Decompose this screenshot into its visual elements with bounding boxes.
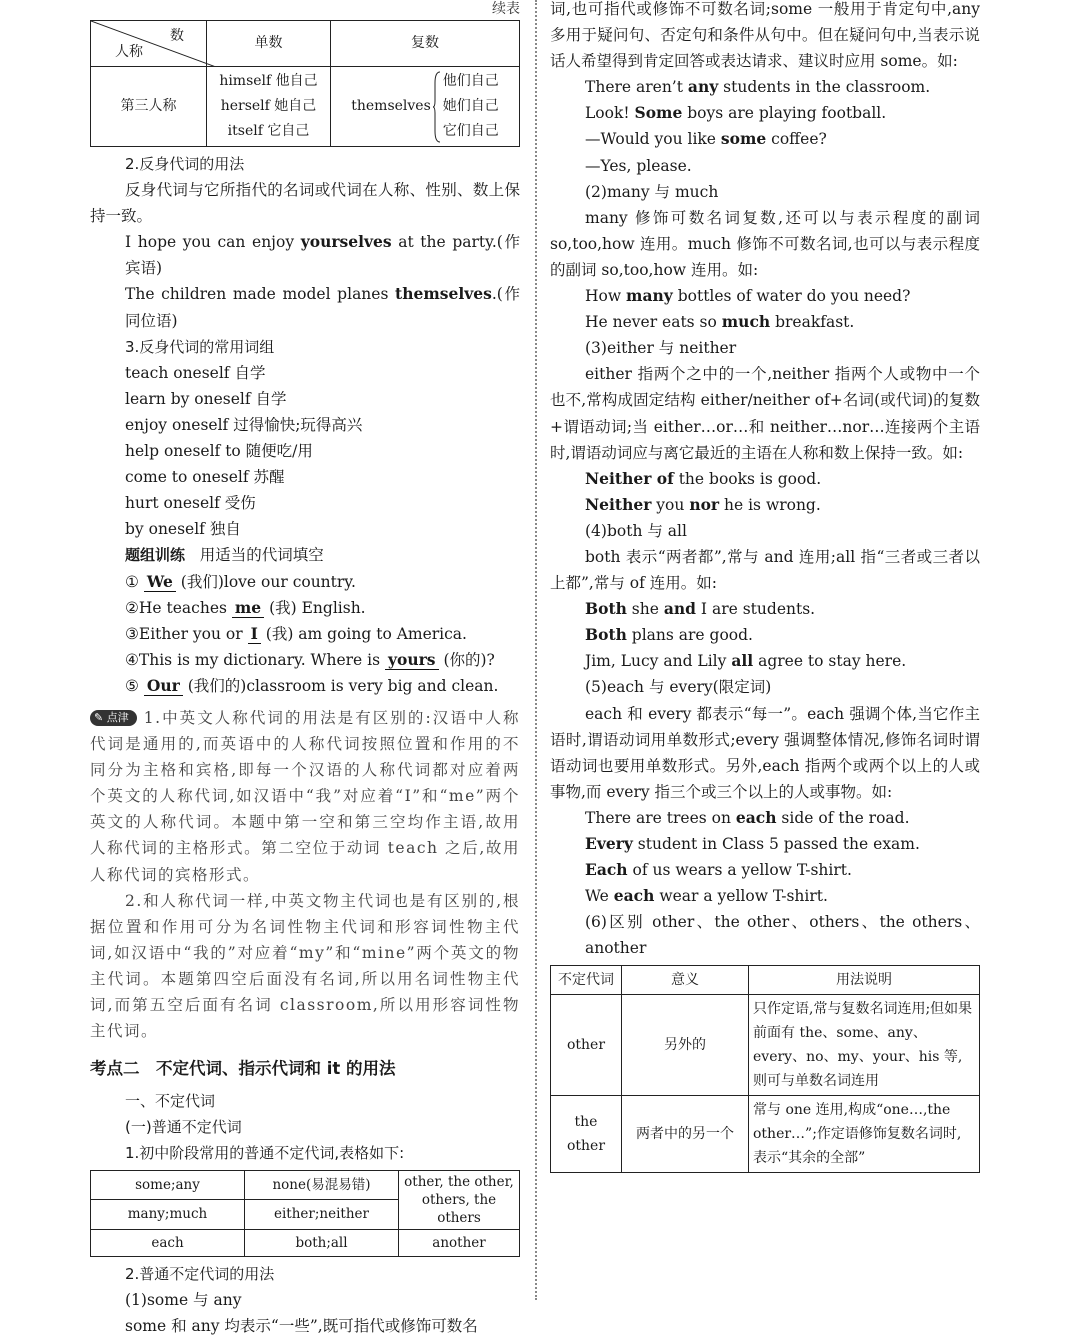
drill-item: ②He teaches me (我) English. — [125, 597, 366, 617]
table-header: 用法说明 — [749, 966, 980, 995]
brace-icon — [433, 71, 441, 143]
table-cell: each — [91, 1229, 245, 1256]
table-cell: the other — [551, 1096, 622, 1173]
table-intro: 1.初中阶段常用的普通不定代词,表格如下: — [125, 1144, 405, 1163]
example-sentence: There aren’t any students in the classroom. — [585, 77, 931, 97]
sub-title: (6)区别 other、the other、others、the others、another — [585, 913, 980, 958]
example-sentence: Every student in Class 5 passed the exam. — [585, 834, 920, 853]
example-sentence: Look! Some boys are playing football. — [585, 103, 887, 123]
table-cell: 只作定语,常与复数名词连用;但如果前面有 the、some、any、every、no、my、your、his 等,则可与单数名词连用 — [749, 995, 980, 1096]
example-sentence: The children made model planes themselves.(作同位语) — [125, 284, 520, 330]
table-cell: other, the other, others, the others — [399, 1170, 520, 1229]
table-cell: another — [399, 1229, 520, 1256]
phrase-item: learn by oneself 自学 — [125, 389, 287, 408]
phrase-item: by oneself 独自 — [125, 520, 241, 539]
left-column — [90, 0, 520, 1339]
section-subtitle: (一)普通不定代词 — [125, 1118, 242, 1137]
drill-heading: 题组训练 用适当的代词填空 — [125, 546, 324, 565]
section-title: 2.反身代词的用法 — [125, 155, 245, 173]
table-cell: some;any — [91, 1170, 245, 1200]
table-cell: 两者中的另一个 — [622, 1096, 749, 1173]
sub-title: (5)each 与 every(限定词) — [585, 678, 772, 697]
sub-title: (4)both 与 all — [585, 521, 687, 540]
right-column — [550, 0, 980, 1173]
indefinite-pronoun-table — [90, 1170, 520, 1257]
drill-item: ④This is my dictionary. Where is yours (你的)? — [125, 649, 495, 669]
paragraph: many 修饰可数名词复数,还可以与表示程度的副词 so,too,how 连用。much 修饰不可数名词,也可以与表示程度的副词 so,too,how 连用。如: — [550, 208, 980, 279]
table-cell: 另外的 — [622, 995, 749, 1096]
kaodian-heading: 考点二 不定代词、指示代词和 it 的用法 — [90, 1059, 396, 1079]
phrase-item: teach oneself 自学 — [125, 363, 266, 382]
column-divider — [535, 0, 537, 1300]
phrase-item: hurt oneself 受伤 — [125, 494, 256, 513]
reflexive-pronoun-table — [90, 20, 520, 147]
paragraph: both 表示“两者都”,常与 and 连用;all 指“三者或三者以上都”,常与 of 连用。如: — [550, 547, 980, 593]
drill-item: ⑤ Our (我们的)classroom is very big and clean. — [125, 675, 499, 695]
paragraph: each 和 every 都表示“每一”。each 强调个体,当它作主语时,谓语动词用单数形式;every 强调整体情况,修饰名词时谓语动词也要用单数形式。另外,each 指两个或两个以上的人或事物,而 every 指三个或三个以上的人或事物。如: — [550, 704, 980, 801]
paragraph: either 指两个之中的一个,neither 指两个人或物中一个也不,常构成固定结构 either/neither of+名词(或代词)的复数+谓语动词;当 either…or…和 neither…nor…连接两个主语时,谓语动词应与离它最近的主语在人称和数上保持一致。如: — [550, 365, 980, 462]
diagonal-line — [91, 21, 216, 67]
plural-item: 它们自己 — [442, 123, 499, 139]
table-cell: many;much — [91, 1200, 245, 1230]
section-title: 一、不定代词 — [125, 1092, 216, 1111]
example-sentence: How many bottles of water do you need? — [585, 286, 911, 306]
table-cell: both;all — [245, 1229, 399, 1256]
plural-word: themselves — [351, 98, 431, 114]
table-header: 不定代词 — [551, 966, 622, 995]
singular-item: herself 她自己 — [220, 98, 317, 114]
phrase-item: enjoy oneself 过得愉快;玩得高兴 — [125, 415, 363, 434]
singular-item: himself 他自己 — [219, 73, 318, 89]
phrase-item: come to oneself 苏醒 — [125, 468, 285, 487]
plural-cell — [331, 67, 520, 147]
singular-cell — [207, 67, 331, 147]
table-cell: 常与 one 连用,构成“one…,the other…”;作定语修饰复数名词时,表示“其余的全部” — [749, 1096, 980, 1173]
table-corner-cell — [91, 21, 207, 67]
drill-item: ① We (我们)love our country. — [125, 571, 356, 591]
table-cell: either;neither — [245, 1200, 399, 1230]
section-title: 3.反身代词的常用词组 — [125, 337, 275, 356]
drill-item: ③Either you or I (我) am going to America. — [125, 623, 467, 643]
table-header: 意义 — [622, 966, 749, 995]
col-plural: 复数 — [331, 21, 520, 67]
table-cell: other — [551, 995, 622, 1096]
col-singular: 单数 — [207, 21, 331, 67]
phrase-item: help oneself to 随便吃/用 — [125, 442, 313, 461]
example-sentence: —Would you like some coffee? — [585, 129, 827, 149]
paragraph: 反身代词与它所指代的名词或代词在人称、性别、数上保持一致。 — [90, 181, 520, 226]
row-label: 第三人称 — [91, 67, 207, 147]
example-sentence: There are trees on each side of the road. — [585, 807, 910, 827]
paragraph: 词,也可指代或修饰不可数名词;some 一般用于肯定句中,any 多用于疑问句、否定句和条件从句中。但在疑问句中,当表示说话人希望得到肯定回答或表达请求、建议时应用 some。如: — [550, 0, 980, 71]
sub-title: (1)some 与 any — [125, 1290, 242, 1309]
example-sentence: Jim, Lucy and Lily all agree to stay here. — [585, 651, 907, 671]
example-sentence: Neither of the books is good. — [585, 468, 822, 488]
example-sentence: —Yes, please. — [585, 156, 692, 175]
example-sentence: Both plans are good. — [585, 625, 753, 645]
dian-paragraph: ✎ 点津 1.中英文人称代词的用法是有区别的:汉语中人称代词是通用的,而英语中的人称代词按照位置和作用的不同分为主格和宾格,即每一个汉语的人称代词都对应着两个英文的人称代词,如汉语中“我”对应着“I”和“me”两个英文的人称代词。本题中第一空和第三空均作主语,故用人称代词的主格形式。第二空位于动词 teach 之后,故用人称代词的宾格形式。 — [90, 708, 520, 884]
example-sentence: Both she and I are students. — [585, 599, 816, 619]
table-cell: none(易混易错) — [245, 1170, 399, 1200]
sub-title: (2)many 与 much — [585, 182, 719, 201]
example-sentence: Neither you nor he is wrong. — [585, 494, 821, 514]
example-sentence: He never eats so much breakfast. — [585, 312, 855, 332]
sub-title: (3)either 与 neither — [585, 339, 737, 358]
usage-table — [550, 965, 980, 1173]
singular-item: itself 它自己 — [227, 123, 310, 139]
dian-badge: ✎ 点津 — [90, 710, 137, 726]
plural-item: 她们自己 — [442, 98, 499, 114]
example-sentence: We each wear a yellow T-shirt. — [585, 886, 828, 906]
example-sentence: I hope you can enjoy yourselves at the party.(作宾语) — [125, 232, 520, 278]
example-sentence: Each of us wears a yellow T-shirt. — [585, 860, 852, 880]
continued-label: 续表 — [492, 1, 520, 17]
corner-top-label: 数 — [170, 28, 184, 44]
dian-paragraph: 2.和人称代词一样,中英文物主代词也是有区别的,根据位置和作用可分为名词性物主代词和形容词性物主代词,如汉语中“我的”对应着“my”和“mine”两个英文的物主代词。本题第四空后面没有名词,所以用名词性物主代词,而第五空后面有名词 classroom,所以用形容词性物主代词。 — [90, 891, 520, 1041]
paragraph: some 和 any 均表示“一些”,既可指代或修饰可数名 — [125, 1316, 478, 1335]
section-title: 2.普通不定代词的用法 — [125, 1264, 275, 1283]
plural-item: 他们自己 — [442, 73, 499, 89]
corner-bottom-label: 人称 — [115, 43, 143, 60]
